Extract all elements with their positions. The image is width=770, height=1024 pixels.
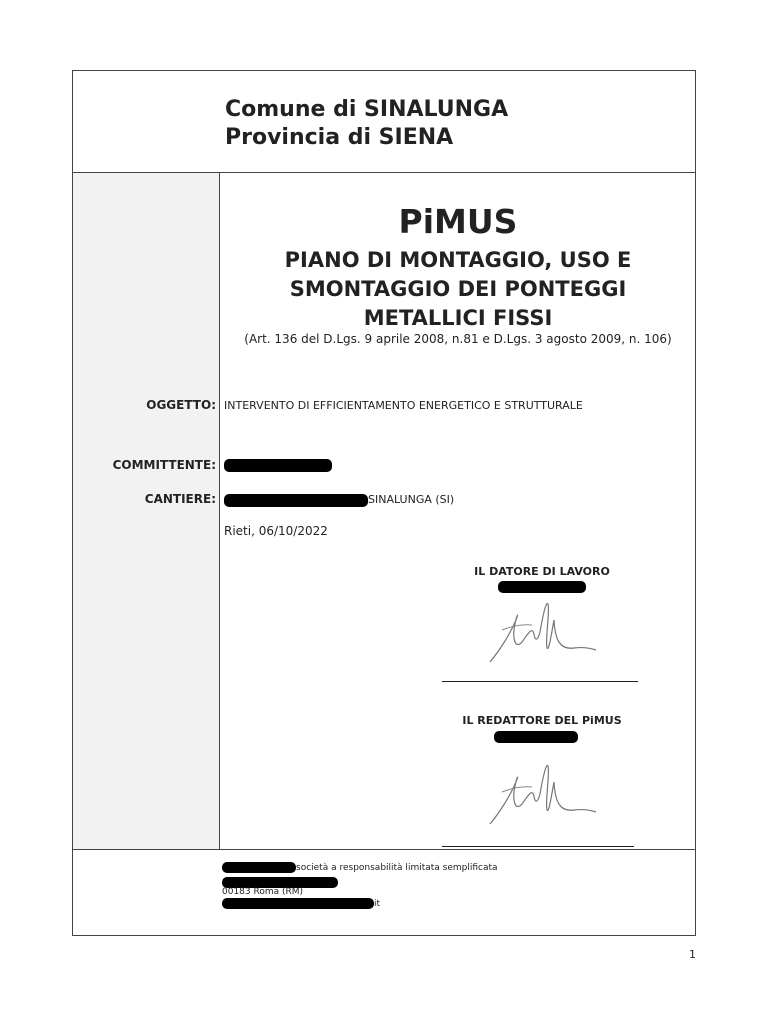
provincia-heading: Provincia di SIENA xyxy=(225,125,454,150)
comune-heading: Comune di SINALUNGA xyxy=(225,97,509,122)
document-title: PiMUS xyxy=(398,202,518,241)
left-column-shading xyxy=(73,173,219,849)
redaction-bar xyxy=(222,862,296,873)
document-subtitle xyxy=(220,246,696,333)
footer-divider xyxy=(72,849,696,850)
redattore-title: IL REDATTORE DEL PiMUS xyxy=(462,714,622,727)
redaction-bar xyxy=(494,731,578,743)
redaction-bar xyxy=(224,459,332,472)
header-block xyxy=(225,96,508,152)
footer-company xyxy=(222,862,498,873)
subtitle-line-3: METALLICI FISSI xyxy=(363,306,553,330)
page-number: 1 xyxy=(689,948,696,961)
subtitle-line-1: PIANO DI MONTAGGIO, USO E xyxy=(284,248,632,272)
legal-reference: (Art. 136 del D.Lgs. 9 aprile 2008, n.81 e D.Lgs. 3 agosto 2009, n. 106) xyxy=(244,332,672,346)
company-type: società a responsabilità limitata semplificata xyxy=(296,863,498,873)
email-suffix: it xyxy=(374,899,381,909)
signature-line xyxy=(442,681,638,682)
committente-label: COMMITTENTE: xyxy=(112,458,216,472)
place-date: Rieti, 06/10/2022 xyxy=(224,524,328,538)
cantiere-label: CANTIERE: xyxy=(144,492,216,506)
oggetto-value: INTERVENTO DI EFFICIENTAMENTO ENERGETICO E STRUTTURALE xyxy=(224,399,583,412)
datore-title: IL DATORE DI LAVORO xyxy=(474,565,610,578)
committente-value xyxy=(224,458,332,472)
signature-line xyxy=(442,846,634,847)
footer-city: 00183 Roma (RM) xyxy=(222,887,304,897)
subtitle-line-2: SMONTAGGIO DEI PONTEGGI xyxy=(289,277,627,301)
cantiere-city: SINALUNGA (SI) xyxy=(368,493,455,506)
footer-email xyxy=(222,898,380,909)
signature-redattore-icon xyxy=(482,752,602,832)
signature-datore-icon xyxy=(482,590,602,670)
redaction-bar xyxy=(222,898,374,909)
cantiere-value xyxy=(224,493,454,507)
redaction-bar xyxy=(224,494,368,507)
header-divider xyxy=(72,172,696,173)
oggetto-label: OGGETTO: xyxy=(146,398,216,412)
